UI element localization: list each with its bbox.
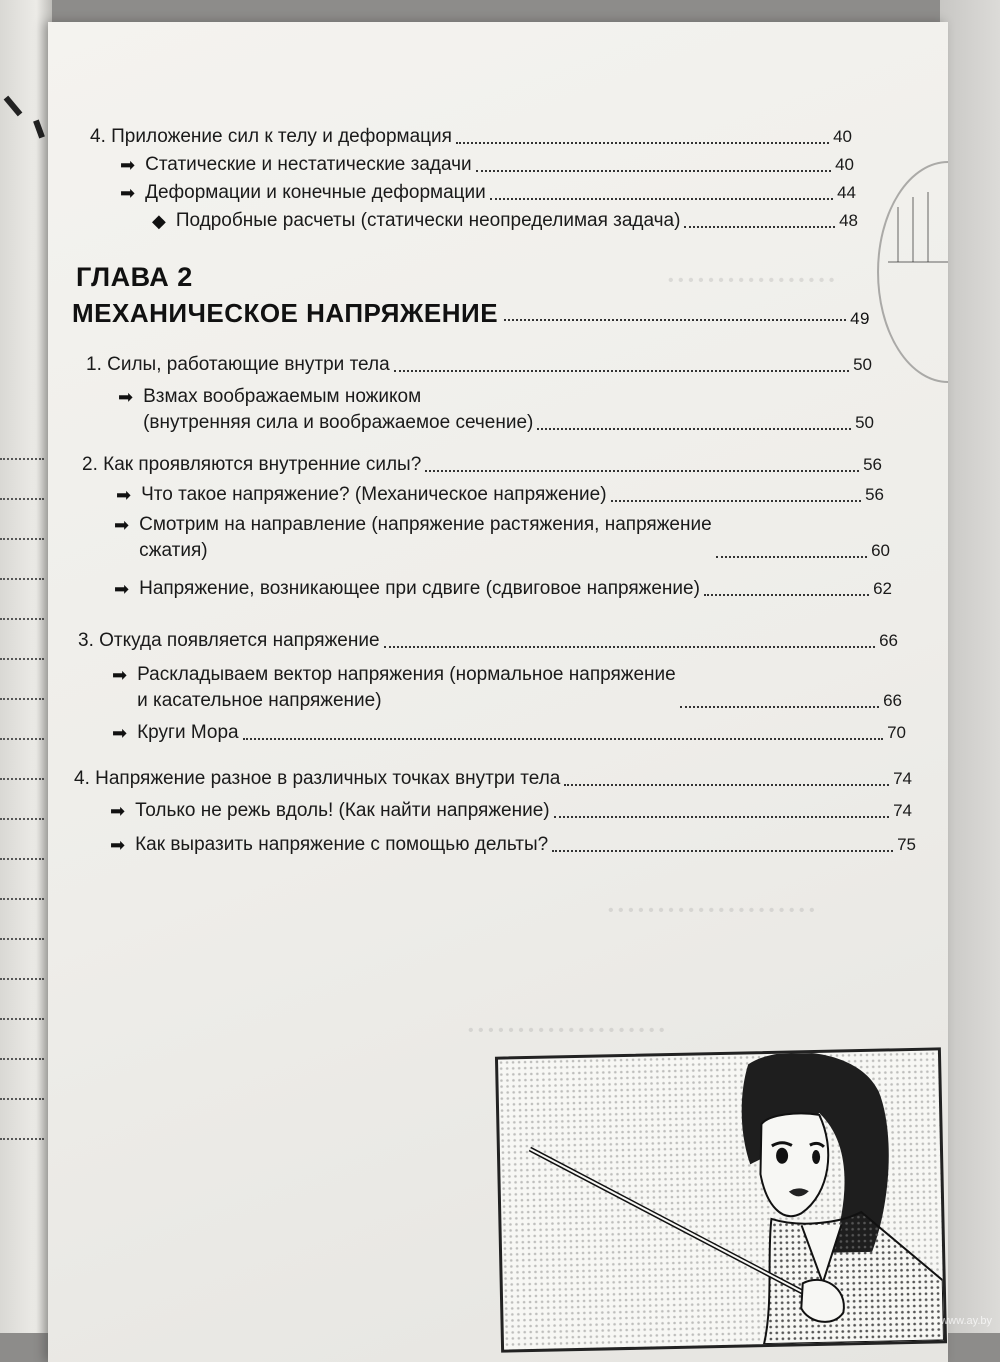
arrow-bullet-icon: ➡ [116,485,132,505]
girl-with-pointer-illustration [498,1050,944,1349]
page-mark-icon [33,120,45,139]
arrow-bullet-icon: ➡ [110,801,126,821]
toc-page-number: 40 [833,127,852,146]
toc-page-number: 74 [893,769,912,788]
chapter-label: ГЛАВА 2 [76,262,193,292]
toc-page-number: 49 [850,309,870,328]
arrow-bullet-icon: ➡ [120,183,136,203]
toc-page-number: 56 [863,455,882,474]
leader-dots [394,370,849,372]
leader-dots [243,738,883,740]
previous-page-edge [0,0,52,1333]
toc-entry-title: 1. Силы, работающие внутри тела [86,354,390,375]
leader-dots [611,500,862,502]
toc-subsection-entry[interactable] [120,152,854,178]
toc-page-number: 48 [839,211,858,230]
toc-entry-title-line2: сжатия) [139,540,208,561]
toc-entry-title: Напряжение, возникающее при сдвиге (сдвиговое напряжение) [139,578,700,599]
toc-entry-title: Статические и нестатические задачи [145,154,472,175]
leader-dots [552,850,893,852]
toc-entry-title: Только не режь вдоль! (Как найти напряжение) [135,800,550,821]
arrow-bullet-icon: ➡ [112,665,128,685]
toc-entry-title-line1: Раскладываем вектор напряжения (нормальное напряжение [137,664,676,685]
leader-dots [456,142,829,144]
toc-page-number: 70 [887,723,906,742]
toc-subsection-entry[interactable] [110,832,916,858]
toc-page-number: 75 [897,835,916,854]
leader-dots [490,198,833,200]
toc-subsection-entry[interactable] [118,384,874,436]
toc-page-number: 62 [873,579,892,598]
toc-subsection-entry[interactable] [120,180,856,206]
toc-section-entry[interactable] [74,766,912,792]
book-page: • • • • • • • • • • • • • • • • • • • • • • • • • • • • • • • • • • • • • • • • • • • • • • • • • • • • • • • • • • 4. Приложение сил к телу и деформация 40 ➡ Статические и нестатические задачи 40 ➡ Деформации и конечные деформации 44 ◆ Подробные расчеты (статически неопределимая задача) 48 ГЛАВА 2 МЕХАНИЧЕСКОЕ НАПРЯЖЕНИЕ 49 1. Силы, работающие внутри тела 50 ➡ Взмах воображаемым ножиком (внутренняя сила и воображаемое сечение) 50 2. Как проявляются внутренние силы? 56 ➡ Что такое напряжение? (Механическое напряжение) 56 ➡ Смотрим на направление (напряжение растяжения, напряжение сжатия) 60 ➡ Напряжение, возникающее при сдвиге (сдвиговое напряжение) 62 3. Откуда появляется напряжение 66 ➡ Раскладываем вектор напряжения (нормальное напряжение и касательное напряжение) 66 ➡ Круги Мора 70 4. Напряжение разное в различных точках внутри тела 74 ➡ Только не режь вдоль! (Как найти напряжение) 74 ➡ Как выразить напряжение с помощью дельты? 75 [48,22,948,1362]
leader-dots [704,594,869,596]
toc-subsubsection-entry[interactable] [152,208,858,234]
toc-section-entry[interactable] [78,628,898,654]
toc-page-number: 66 [883,691,902,710]
page-mark-icon [4,96,23,117]
watermark: www.ay.by [940,1315,992,1327]
toc-subsection-entry[interactable] [112,662,902,714]
arrow-bullet-icon: ➡ [114,579,130,599]
toc-entry-title: Подробные расчеты (статически неопределимая задача) [175,210,681,231]
toc-entry-title-line1: Взмах воображаемым ножиком [143,386,422,407]
toc-entry-title: Как выразить напряжение с помощью дельты? [135,834,549,855]
leader-dots [684,226,835,228]
toc-entry-title: 4. Напряжение разное в различных точках внутри тела [74,768,561,789]
arrow-bullet-icon: ➡ [120,155,136,175]
toc-entry-title: Круги Мора [137,722,239,743]
leader-dots [476,170,831,172]
leader-dots [504,319,846,321]
toc-page-number: 66 [879,631,898,650]
toc-entry-title-line2: (внутренняя сила и воображаемое сечение) [143,412,534,433]
leader-dots [554,816,889,818]
diamond-bullet-icon: ◆ [152,211,166,231]
toc-page-number: 44 [837,183,856,202]
toc-entry-title-line2: и касательное напряжение) [137,690,382,711]
toc-entry-title-line1: Смотрим на направление (напряжение растяжения, напряжение [139,514,712,535]
toc-entry-title: Деформации и конечные деформации [145,182,486,203]
leader-dots [564,784,889,786]
leader-dots [716,556,867,558]
toc-entry-title: 3. Откуда появляется напряжение [78,630,380,651]
toc-entry-title: 4. Приложение сил к телу и деформация [90,126,452,147]
toc-section-entry[interactable] [90,124,852,150]
toc-entry-title: 2. Как проявляются внутренние силы? [82,454,422,475]
toc-section-entry[interactable] [86,352,872,378]
leader-dots [384,646,876,648]
toc-page-number: 50 [855,413,874,432]
toc-subsection-entry[interactable] [110,798,912,824]
leader-dots [537,428,851,430]
toc-subsection-entry[interactable] [114,512,890,564]
manga-illustration-panel [495,1047,947,1352]
toc-entry-title: Что такое напряжение? (Механическое напряжение) [141,484,607,505]
chapter-title: МЕХАНИЧЕСКОЕ НАПРЯЖЕНИЕ [72,298,499,328]
toc-subsection-entry[interactable] [114,576,892,602]
toc-page-number: 50 [853,355,872,374]
leader-dots [680,706,879,708]
toc-page-number: 74 [893,801,912,820]
toc-section-entry[interactable] [82,452,882,478]
toc-page-number: 40 [835,155,854,174]
arrow-bullet-icon: ➡ [118,387,134,407]
leader-dots [425,470,859,472]
arrow-bullet-icon: ➡ [110,835,126,855]
arrow-bullet-icon: ➡ [112,723,128,743]
toc-subsection-entry[interactable] [112,720,906,746]
toc-page-number: 56 [865,485,884,504]
arrow-bullet-icon: ➡ [114,515,130,535]
chapter-title-entry[interactable] [72,298,870,329]
toc-page-number: 60 [871,541,890,560]
toc-subsection-entry[interactable] [116,482,884,508]
